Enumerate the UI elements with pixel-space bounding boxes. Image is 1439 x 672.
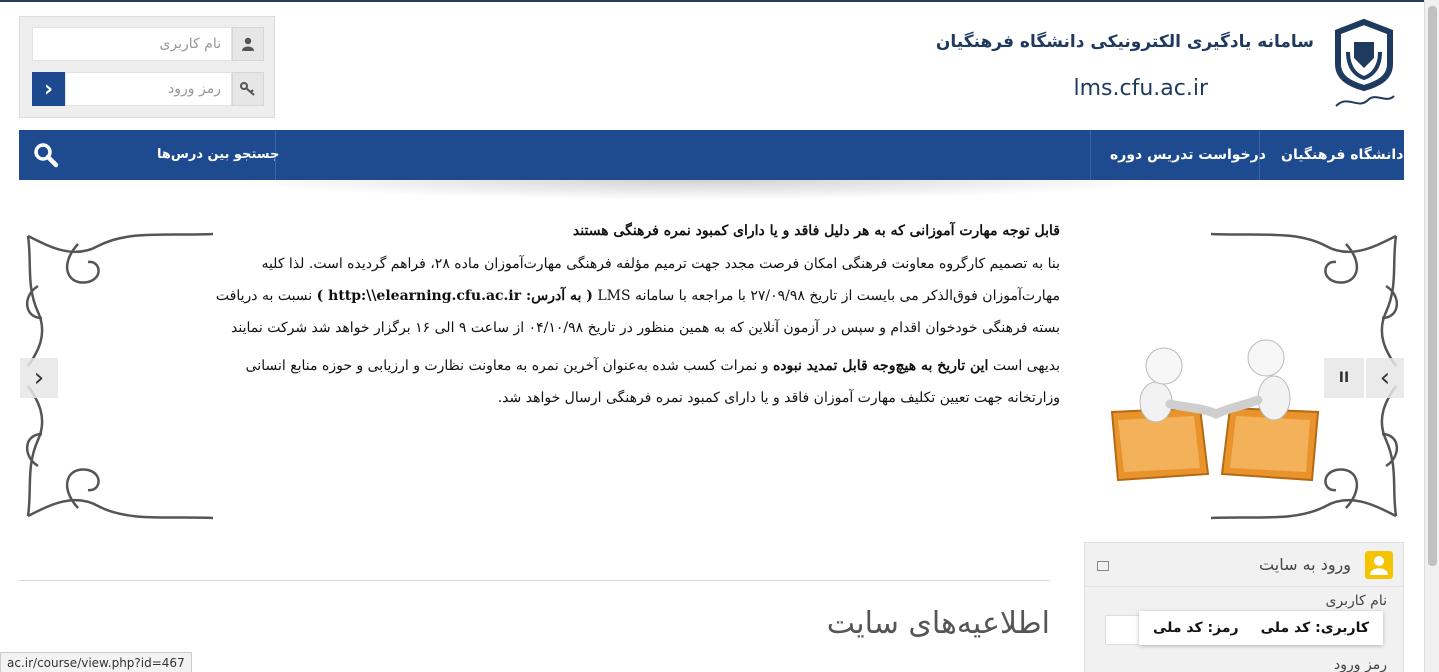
slide-heading: قابل توجه مهارت آموزانی که به هر دلیل فاقد و یا دارای کمبود نمره فرهنگی هستند [572,223,1060,239]
main-navbar [19,130,1404,180]
slider-next-arrow[interactable]: ‹ [1366,358,1404,398]
scrollbar-thumb[interactable] [1428,6,1437,566]
search-icon[interactable] [33,142,59,168]
course-search-link[interactable]: جستجو بین درس‌ها [157,147,280,162]
user-icon [1365,551,1393,579]
side-login-header [1085,543,1403,587]
key-icon [232,72,264,106]
handshake-laptops-image [1108,324,1323,484]
nav-item-university[interactable]: دانشگاه فرهنگیان [1281,147,1404,163]
browser-status-bar: ac.ir/course/view.php?id=467 [0,652,192,672]
side-login-block [1084,542,1404,672]
elearning-address[interactable]: ( به آدرس: http:\\elearning.cfu.ac.ir ) [316,288,593,304]
announcements-title: اطلاعیه‌های سایت [826,606,1050,641]
username-label: نام کاربری [1325,593,1387,609]
password-input[interactable]: رمز ورود [65,72,232,106]
slide-paragraph-1: بنا به تصمیم کارگروه معاونت فرهنگی امکان فرصت مجدد جهت ترمیم مؤلفه فرهنگی مهارت‌آموزان ماده ۲۸، فراهم گردیده است. لذا کلیه مهارت‌آموزان فوق‌الذکر می بایست از تاریخ ۲۷/۰۹/۹۸ با مراجعه با سامانه LMS ( به آدرس: http:\\elearning.cfu.ac.ir ) نسبت به دریافت بسته فرهنگی خودخوان اقدام و سپس در آزمون آنلاین که به همین منظور در تاریخ ۰۴/۱۰/۹۸ از ساعت ۹ الی ۱۶ برگزار خواهد شد شرکت نمایند [215,256,1060,336]
collapse-icon[interactable] [1097,561,1109,571]
header-login-box [19,16,275,118]
hint-password: رمز: کد ملی [1153,620,1239,636]
site-url: lms.cfu.ac.ir [1073,76,1208,101]
university-logo[interactable] [1328,18,1400,114]
slider-prev-arrow[interactable]: › [20,358,58,398]
side-login-title: ورود به سایت [1259,555,1351,574]
user-icon [232,27,264,61]
nav-separator [1090,130,1091,180]
divider [19,580,1050,581]
password-label: رمز ورود [1334,657,1387,672]
slide-paragraph-2: بدیهی است این تاریخ به هیچ‌وجه قابل تمدید نبوده و نمرات کسب شده به‌عنوان آخرین نمره به معاونت نظارت و ارزیابی و حوزه منابع انسانی وزارتخانه جهت تعیین تکلیف مهارت آموزان فاقد و یا دارای کمبود نمره فرهنگی ارسال خواهد شد. [245,358,1060,406]
username-input[interactable]: نام کاربری [32,27,232,61]
credentials-hint-popup [1139,611,1383,645]
slide-text [210,216,1060,420]
vertical-scrollbar[interactable] [1424,0,1439,672]
hint-username: کاربری: کد ملی [1260,620,1369,636]
site-title: سامانه یادگیری الکترونیکی دانشگاه فرهنگیان [935,32,1314,52]
slider-pause-button[interactable]: II [1324,358,1364,398]
login-go-button[interactable]: › [32,72,65,106]
nav-shadow [230,180,1170,200]
nav-item-teaching-request[interactable]: درخواست تدریس دوره [1110,147,1266,163]
